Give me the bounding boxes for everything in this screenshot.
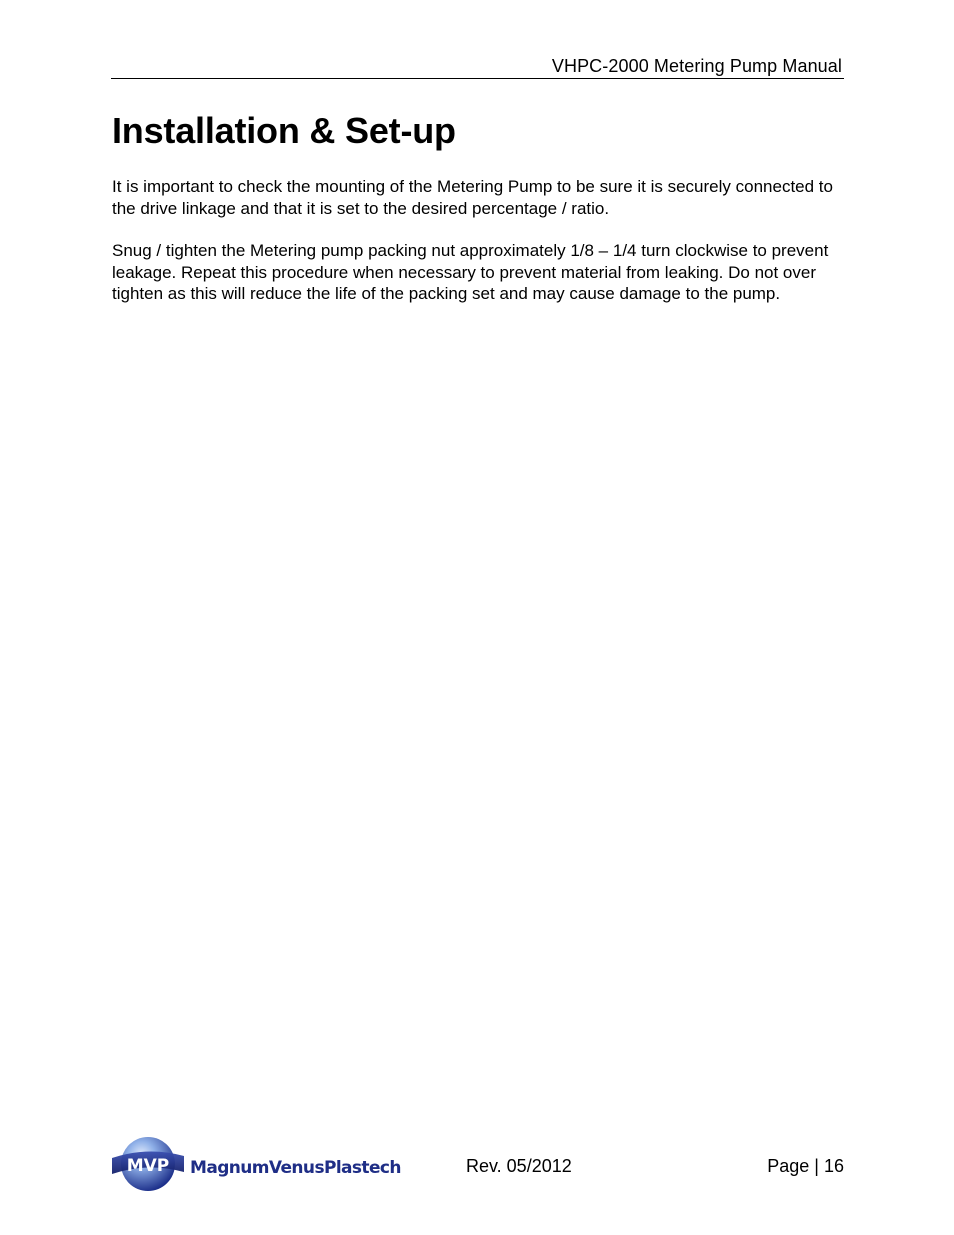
logo-monogram: MVP	[126, 1156, 170, 1176]
manual-title: VHPC-2000 Metering Pump Manual	[551, 56, 842, 76]
paragraph-packing-nut: Snug / tighten the Metering pump packing nut approximately 1/8 – 1/4 turn clockwise to prevent leakage. Repeat this procedure when necessary to prevent material from leaking. Do not over tighten as this will reduce the life of the packing set and may cause damage to the pump.	[112, 241, 829, 303]
page-header	[111, 54, 844, 79]
paragraph-mounting-check: It is important to check the mounting of the Metering Pump to be sure it is securely connected to the drive linkage and that it is set to the desired percentage / ratio.	[112, 177, 833, 218]
mvp-sphere-icon	[108, 1132, 188, 1192]
section-heading: Installation & Set-up	[112, 110, 456, 151]
page-footer	[108, 1128, 848, 1198]
revision-date: Rev. 05/2012	[466, 1156, 572, 1176]
page-number: Page | 16	[767, 1156, 844, 1176]
company-logo	[108, 1132, 401, 1192]
logo-wordmark: MagnumVenusPlastech	[190, 1158, 401, 1178]
